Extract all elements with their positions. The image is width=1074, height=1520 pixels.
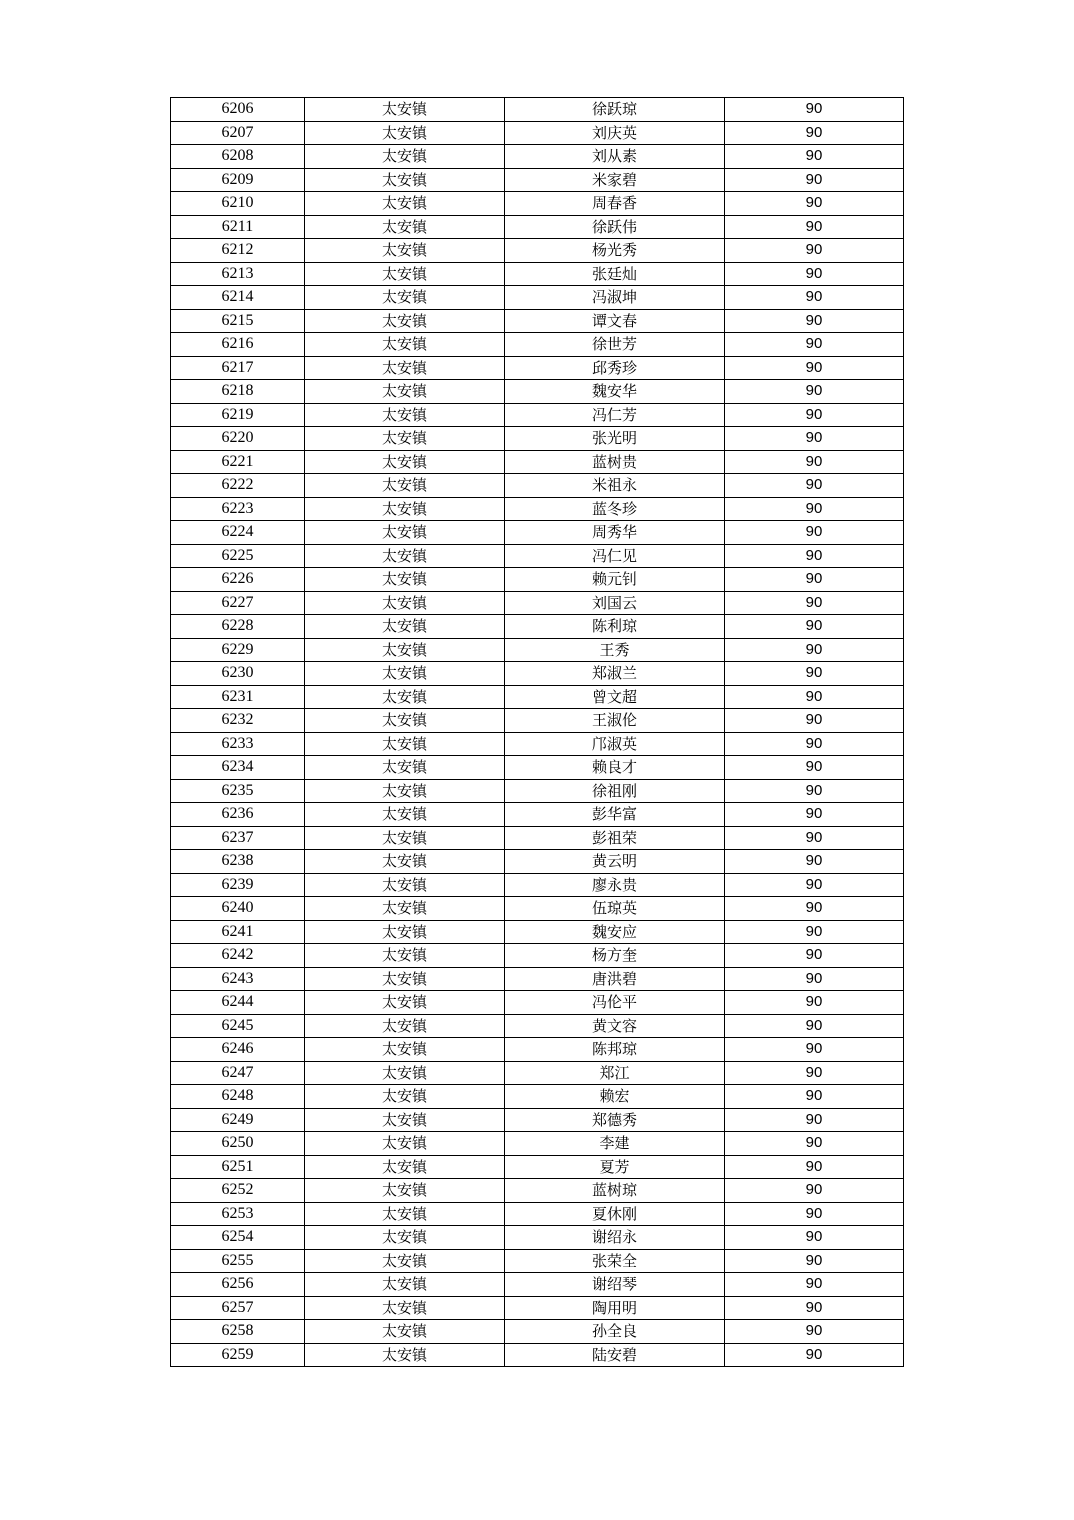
town-cell: 太安镇 xyxy=(305,756,505,780)
person-name-cell: 魏安应 xyxy=(505,920,725,944)
town-cell: 太安镇 xyxy=(305,1202,505,1226)
person-name-cell: 刘国云 xyxy=(505,591,725,615)
value-cell: 90 xyxy=(725,544,904,568)
table-row xyxy=(171,732,904,756)
person-name-cell: 张荣全 xyxy=(505,1249,725,1273)
person-name-cell: 赖良才 xyxy=(505,756,725,780)
table-row xyxy=(171,121,904,145)
value-cell: 90 xyxy=(725,1038,904,1062)
table-row xyxy=(171,521,904,545)
value-cell: 90 xyxy=(725,638,904,662)
table-row xyxy=(171,944,904,968)
person-name-cell: 周秀华 xyxy=(505,521,725,545)
row-number-cell: 6234 xyxy=(171,756,305,780)
value-cell: 90 xyxy=(725,756,904,780)
value-cell: 90 xyxy=(725,779,904,803)
value-cell: 90 xyxy=(725,1249,904,1273)
table-row xyxy=(171,544,904,568)
town-cell: 太安镇 xyxy=(305,1343,505,1367)
value-cell: 90 xyxy=(725,309,904,333)
value-cell: 90 xyxy=(725,215,904,239)
value-cell: 90 xyxy=(725,803,904,827)
table-row xyxy=(171,380,904,404)
person-name-cell: 冯伦平 xyxy=(505,991,725,1015)
person-name-cell: 徐跃伟 xyxy=(505,215,725,239)
value-cell: 90 xyxy=(725,1155,904,1179)
town-cell: 太安镇 xyxy=(305,356,505,380)
row-number-cell: 6246 xyxy=(171,1038,305,1062)
row-number-cell: 6247 xyxy=(171,1061,305,1085)
value-cell: 90 xyxy=(725,1014,904,1038)
person-name-cell: 彭华富 xyxy=(505,803,725,827)
table-row xyxy=(171,920,904,944)
row-number-cell: 6244 xyxy=(171,991,305,1015)
person-name-cell: 徐祖刚 xyxy=(505,779,725,803)
town-cell: 太安镇 xyxy=(305,497,505,521)
value-cell: 90 xyxy=(725,1226,904,1250)
value-cell: 90 xyxy=(725,662,904,686)
table-row xyxy=(171,591,904,615)
town-cell: 太安镇 xyxy=(305,98,505,122)
table-body xyxy=(171,98,904,1367)
data-table xyxy=(170,97,904,1367)
value-cell: 90 xyxy=(725,591,904,615)
town-cell: 太安镇 xyxy=(305,1179,505,1203)
row-number-cell: 6241 xyxy=(171,920,305,944)
row-number-cell: 6210 xyxy=(171,192,305,216)
value-cell: 90 xyxy=(725,1343,904,1367)
value-cell: 90 xyxy=(725,1296,904,1320)
town-cell: 太安镇 xyxy=(305,427,505,451)
person-name-cell: 徐世芳 xyxy=(505,333,725,357)
town-cell: 太安镇 xyxy=(305,1249,505,1273)
row-number-cell: 6249 xyxy=(171,1108,305,1132)
row-number-cell: 6255 xyxy=(171,1249,305,1273)
table-row xyxy=(171,873,904,897)
row-number-cell: 6256 xyxy=(171,1273,305,1297)
value-cell: 90 xyxy=(725,380,904,404)
row-number-cell: 6259 xyxy=(171,1343,305,1367)
town-cell: 太安镇 xyxy=(305,450,505,474)
table-row xyxy=(171,850,904,874)
town-cell: 太安镇 xyxy=(305,615,505,639)
town-cell: 太安镇 xyxy=(305,1108,505,1132)
row-number-cell: 6215 xyxy=(171,309,305,333)
table-row xyxy=(171,145,904,169)
town-cell: 太安镇 xyxy=(305,732,505,756)
table-row xyxy=(171,192,904,216)
town-cell: 太安镇 xyxy=(305,239,505,263)
value-cell: 90 xyxy=(725,403,904,427)
value-cell: 90 xyxy=(725,685,904,709)
table-row xyxy=(171,991,904,1015)
value-cell: 90 xyxy=(725,1202,904,1226)
table-row xyxy=(171,474,904,498)
value-cell: 90 xyxy=(725,826,904,850)
town-cell: 太安镇 xyxy=(305,873,505,897)
person-name-cell: 夏休刚 xyxy=(505,1202,725,1226)
person-name-cell: 陆安碧 xyxy=(505,1343,725,1367)
town-cell: 太安镇 xyxy=(305,380,505,404)
person-name-cell: 蓝冬珍 xyxy=(505,497,725,521)
table-row xyxy=(171,1132,904,1156)
value-cell: 90 xyxy=(725,333,904,357)
row-number-cell: 6209 xyxy=(171,168,305,192)
row-number-cell: 6239 xyxy=(171,873,305,897)
value-cell: 90 xyxy=(725,1061,904,1085)
person-name-cell: 杨方奎 xyxy=(505,944,725,968)
town-cell: 太安镇 xyxy=(305,1296,505,1320)
value-cell: 90 xyxy=(725,450,904,474)
person-name-cell: 赖宏 xyxy=(505,1085,725,1109)
row-number-cell: 6229 xyxy=(171,638,305,662)
row-number-cell: 6242 xyxy=(171,944,305,968)
person-name-cell: 王淑伦 xyxy=(505,709,725,733)
town-cell: 太安镇 xyxy=(305,826,505,850)
value-cell: 90 xyxy=(725,521,904,545)
person-name-cell: 蓝树贵 xyxy=(505,450,725,474)
town-cell: 太安镇 xyxy=(305,1038,505,1062)
value-cell: 90 xyxy=(725,615,904,639)
person-name-cell: 刘从素 xyxy=(505,145,725,169)
person-name-cell: 刘庆英 xyxy=(505,121,725,145)
row-number-cell: 6216 xyxy=(171,333,305,357)
person-name-cell: 李建 xyxy=(505,1132,725,1156)
table-row xyxy=(171,215,904,239)
table-row xyxy=(171,662,904,686)
value-cell: 90 xyxy=(725,1273,904,1297)
table-row xyxy=(171,427,904,451)
table-row xyxy=(171,967,904,991)
town-cell: 太安镇 xyxy=(305,544,505,568)
person-name-cell: 陈邦琼 xyxy=(505,1038,725,1062)
person-name-cell: 曾文超 xyxy=(505,685,725,709)
row-number-cell: 6248 xyxy=(171,1085,305,1109)
table-row xyxy=(171,450,904,474)
town-cell: 太安镇 xyxy=(305,568,505,592)
person-name-cell: 张光明 xyxy=(505,427,725,451)
person-name-cell: 彭祖荣 xyxy=(505,826,725,850)
town-cell: 太安镇 xyxy=(305,779,505,803)
town-cell: 太安镇 xyxy=(305,803,505,827)
row-number-cell: 6230 xyxy=(171,662,305,686)
row-number-cell: 6217 xyxy=(171,356,305,380)
person-name-cell: 黄云明 xyxy=(505,850,725,874)
person-name-cell: 蓝树琼 xyxy=(505,1179,725,1203)
table-row xyxy=(171,333,904,357)
person-name-cell: 伍琼英 xyxy=(505,897,725,921)
table-row xyxy=(171,168,904,192)
person-name-cell: 唐洪碧 xyxy=(505,967,725,991)
value-cell: 90 xyxy=(725,897,904,921)
table-row xyxy=(171,497,904,521)
town-cell: 太安镇 xyxy=(305,991,505,1015)
person-name-cell: 谢绍琴 xyxy=(505,1273,725,1297)
value-cell: 90 xyxy=(725,1132,904,1156)
row-number-cell: 6228 xyxy=(171,615,305,639)
person-name-cell: 徐跃琼 xyxy=(505,98,725,122)
town-cell: 太安镇 xyxy=(305,1155,505,1179)
row-number-cell: 6238 xyxy=(171,850,305,874)
value-cell: 90 xyxy=(725,1320,904,1344)
person-name-cell: 郑淑兰 xyxy=(505,662,725,686)
value-cell: 90 xyxy=(725,262,904,286)
table-row xyxy=(171,568,904,592)
value-cell: 90 xyxy=(725,121,904,145)
row-number-cell: 6207 xyxy=(171,121,305,145)
person-name-cell: 郑江 xyxy=(505,1061,725,1085)
table-row xyxy=(171,1273,904,1297)
value-cell: 90 xyxy=(725,944,904,968)
value-cell: 90 xyxy=(725,568,904,592)
row-number-cell: 6212 xyxy=(171,239,305,263)
town-cell: 太安镇 xyxy=(305,1061,505,1085)
row-number-cell: 6237 xyxy=(171,826,305,850)
table-row xyxy=(171,1202,904,1226)
row-number-cell: 6243 xyxy=(171,967,305,991)
town-cell: 太安镇 xyxy=(305,685,505,709)
value-cell: 90 xyxy=(725,991,904,1015)
town-cell: 太安镇 xyxy=(305,967,505,991)
value-cell: 90 xyxy=(725,1179,904,1203)
town-cell: 太安镇 xyxy=(305,1132,505,1156)
value-cell: 90 xyxy=(725,474,904,498)
table-row xyxy=(171,756,904,780)
town-cell: 太安镇 xyxy=(305,1273,505,1297)
value-cell: 90 xyxy=(725,192,904,216)
person-name-cell: 米祖永 xyxy=(505,474,725,498)
person-name-cell: 谭文春 xyxy=(505,309,725,333)
row-number-cell: 6226 xyxy=(171,568,305,592)
table-row xyxy=(171,779,904,803)
row-number-cell: 6222 xyxy=(171,474,305,498)
person-name-cell: 邝淑英 xyxy=(505,732,725,756)
person-name-cell: 杨光秀 xyxy=(505,239,725,263)
value-cell: 90 xyxy=(725,967,904,991)
town-cell: 太安镇 xyxy=(305,1085,505,1109)
row-number-cell: 6250 xyxy=(171,1132,305,1156)
person-name-cell: 谢绍永 xyxy=(505,1226,725,1250)
person-name-cell: 廖永贵 xyxy=(505,873,725,897)
table-row xyxy=(171,1179,904,1203)
town-cell: 太安镇 xyxy=(305,286,505,310)
value-cell: 90 xyxy=(725,286,904,310)
row-number-cell: 6254 xyxy=(171,1226,305,1250)
town-cell: 太安镇 xyxy=(305,521,505,545)
town-cell: 太安镇 xyxy=(305,145,505,169)
table-row xyxy=(171,309,904,333)
row-number-cell: 6236 xyxy=(171,803,305,827)
table-row xyxy=(171,1108,904,1132)
row-number-cell: 6211 xyxy=(171,215,305,239)
table-row xyxy=(171,356,904,380)
table-row xyxy=(171,803,904,827)
value-cell: 90 xyxy=(725,98,904,122)
row-number-cell: 6231 xyxy=(171,685,305,709)
town-cell: 太安镇 xyxy=(305,333,505,357)
value-cell: 90 xyxy=(725,1108,904,1132)
row-number-cell: 6225 xyxy=(171,544,305,568)
person-name-cell: 周春香 xyxy=(505,192,725,216)
row-number-cell: 6206 xyxy=(171,98,305,122)
town-cell: 太安镇 xyxy=(305,591,505,615)
value-cell: 90 xyxy=(725,920,904,944)
person-name-cell: 邱秀珍 xyxy=(505,356,725,380)
table-row xyxy=(171,826,904,850)
table-row xyxy=(171,638,904,662)
person-name-cell: 冯仁芳 xyxy=(505,403,725,427)
table-row xyxy=(171,98,904,122)
table-row xyxy=(171,897,904,921)
row-number-cell: 6219 xyxy=(171,403,305,427)
table-row xyxy=(171,239,904,263)
person-name-cell: 魏安华 xyxy=(505,380,725,404)
row-number-cell: 6232 xyxy=(171,709,305,733)
value-cell: 90 xyxy=(725,168,904,192)
row-number-cell: 6221 xyxy=(171,450,305,474)
town-cell: 太安镇 xyxy=(305,192,505,216)
row-number-cell: 6223 xyxy=(171,497,305,521)
row-number-cell: 6220 xyxy=(171,427,305,451)
value-cell: 90 xyxy=(725,873,904,897)
table-row xyxy=(171,1038,904,1062)
row-number-cell: 6257 xyxy=(171,1296,305,1320)
table-row xyxy=(171,615,904,639)
town-cell: 太安镇 xyxy=(305,1226,505,1250)
person-name-cell: 冯淑坤 xyxy=(505,286,725,310)
town-cell: 太安镇 xyxy=(305,403,505,427)
person-name-cell: 陈利琼 xyxy=(505,615,725,639)
value-cell: 90 xyxy=(725,1085,904,1109)
person-name-cell: 郑德秀 xyxy=(505,1108,725,1132)
town-cell: 太安镇 xyxy=(305,944,505,968)
row-number-cell: 6258 xyxy=(171,1320,305,1344)
table-row xyxy=(171,685,904,709)
value-cell: 90 xyxy=(725,497,904,521)
value-cell: 90 xyxy=(725,709,904,733)
table-row xyxy=(171,1249,904,1273)
town-cell: 太安镇 xyxy=(305,709,505,733)
person-name-cell: 黄文容 xyxy=(505,1014,725,1038)
person-name-cell: 夏芳 xyxy=(505,1155,725,1179)
town-cell: 太安镇 xyxy=(305,662,505,686)
table-row xyxy=(171,286,904,310)
person-name-cell: 陶用明 xyxy=(505,1296,725,1320)
row-number-cell: 6245 xyxy=(171,1014,305,1038)
person-name-cell: 孙全良 xyxy=(505,1320,725,1344)
town-cell: 太安镇 xyxy=(305,1320,505,1344)
row-number-cell: 6213 xyxy=(171,262,305,286)
table-row xyxy=(171,1085,904,1109)
table-row xyxy=(171,709,904,733)
town-cell: 太安镇 xyxy=(305,121,505,145)
person-name-cell: 米家碧 xyxy=(505,168,725,192)
table-row xyxy=(171,1296,904,1320)
town-cell: 太安镇 xyxy=(305,168,505,192)
value-cell: 90 xyxy=(725,427,904,451)
person-name-cell: 张廷灿 xyxy=(505,262,725,286)
table-row xyxy=(171,403,904,427)
town-cell: 太安镇 xyxy=(305,215,505,239)
town-cell: 太安镇 xyxy=(305,897,505,921)
value-cell: 90 xyxy=(725,356,904,380)
row-number-cell: 6251 xyxy=(171,1155,305,1179)
town-cell: 太安镇 xyxy=(305,638,505,662)
town-cell: 太安镇 xyxy=(305,309,505,333)
table-row xyxy=(171,1061,904,1085)
value-cell: 90 xyxy=(725,732,904,756)
row-number-cell: 6253 xyxy=(171,1202,305,1226)
town-cell: 太安镇 xyxy=(305,474,505,498)
row-number-cell: 6235 xyxy=(171,779,305,803)
row-number-cell: 6252 xyxy=(171,1179,305,1203)
town-cell: 太安镇 xyxy=(305,850,505,874)
town-cell: 太安镇 xyxy=(305,920,505,944)
town-cell: 太安镇 xyxy=(305,262,505,286)
table-row xyxy=(171,1343,904,1367)
value-cell: 90 xyxy=(725,239,904,263)
row-number-cell: 6224 xyxy=(171,521,305,545)
table-row xyxy=(171,1014,904,1038)
row-number-cell: 6208 xyxy=(171,145,305,169)
value-cell: 90 xyxy=(725,850,904,874)
person-name-cell: 冯仁见 xyxy=(505,544,725,568)
table-row xyxy=(171,1320,904,1344)
person-name-cell: 赖元钊 xyxy=(505,568,725,592)
row-number-cell: 6233 xyxy=(171,732,305,756)
table-row xyxy=(171,1226,904,1250)
table-row xyxy=(171,1155,904,1179)
town-cell: 太安镇 xyxy=(305,1014,505,1038)
row-number-cell: 6240 xyxy=(171,897,305,921)
table-row xyxy=(171,262,904,286)
person-name-cell: 王秀 xyxy=(505,638,725,662)
row-number-cell: 6218 xyxy=(171,380,305,404)
value-cell: 90 xyxy=(725,145,904,169)
row-number-cell: 6227 xyxy=(171,591,305,615)
row-number-cell: 6214 xyxy=(171,286,305,310)
